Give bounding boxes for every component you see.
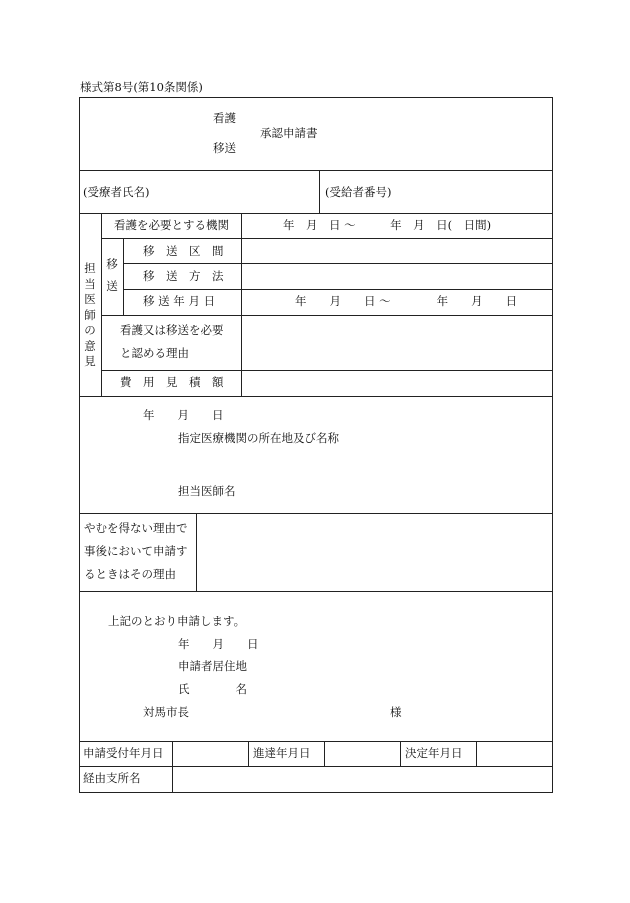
divider-doctor-sign <box>79 513 553 514</box>
late-reason-line1: やむを得ない理由で <box>84 521 188 535</box>
row-divider-3 <box>123 289 553 290</box>
footer-col-5 <box>476 741 477 767</box>
reason-label-line1: 看護又は移送を必要 <box>120 323 224 337</box>
cost-estimate-label: 費 用 見 積 額 <box>120 375 224 389</box>
late-reason-divider <box>196 513 197 592</box>
footer-col-4 <box>400 741 401 767</box>
doctor-opinion-vertical-label: 担 当 医 師 の 意 見 <box>84 261 96 368</box>
frame-right <box>552 97 553 793</box>
frame-top <box>79 97 553 98</box>
application-date: 年 月 日 <box>178 637 259 651</box>
row-divider-4 <box>101 315 553 316</box>
transfer-group-divider <box>123 238 124 315</box>
form-number-label: 様式第8号(第10条関係) <box>80 80 203 94</box>
facility-address-label: 指定医療機関の所在地及び名称 <box>178 431 339 445</box>
branch-office-label: 経由支所名 <box>83 771 141 785</box>
patient-name-label: (受療者氏名) <box>83 185 150 199</box>
divider-late-reason <box>79 591 553 592</box>
late-reason-line2: 事後において申請す <box>84 544 188 558</box>
title-kango: 看護 <box>213 111 236 125</box>
divider-patient <box>79 213 553 214</box>
nursing-facility-label: 看護を必要とする機関 <box>114 218 229 232</box>
footer-col-1 <box>172 741 173 793</box>
title-suffix: 承認申請書 <box>260 126 318 140</box>
transfer-date-value: 年 月 日 〜 年 月 日 <box>295 294 518 308</box>
nursing-period-value: 年 月 日 〜 年 月 日( 日間) <box>283 218 492 232</box>
divider-title <box>79 170 553 171</box>
row-divider-5 <box>101 370 553 371</box>
applicant-name-label: 氏 名 <box>178 682 247 696</box>
row-divider-1 <box>101 238 553 239</box>
decision-date-label: 決定年月日 <box>405 746 463 760</box>
application-statement: 上記のとおり申請します。 <box>108 614 246 628</box>
frame-bottom <box>79 792 553 793</box>
frame-left <box>79 97 80 793</box>
footer-col-3 <box>324 741 325 767</box>
doctor-sign-date: 年 月 日 <box>143 408 224 422</box>
mayor-addressee: 対馬市長 <box>143 705 189 719</box>
row-divider-2 <box>123 263 553 264</box>
transfer-vertical-label: 移 送 <box>106 257 118 293</box>
transfer-method-label: 移 送 方 法 <box>143 269 224 283</box>
divider-footer <box>79 766 553 767</box>
footer-col-2 <box>248 741 249 767</box>
patient-divider <box>319 170 320 214</box>
honorific-sama: 様 <box>390 705 402 719</box>
transfer-section-label: 移 送 区 間 <box>143 244 224 258</box>
title-isou: 移送 <box>213 141 236 155</box>
progress-date-label: 進達年月日 <box>253 746 311 760</box>
transfer-date-label: 移 送 年 月 日 <box>143 294 216 308</box>
late-reason-line3: るときはその理由 <box>84 567 176 581</box>
divider-applicant <box>79 741 553 742</box>
divider-opinion <box>79 396 553 397</box>
received-date-label: 申請受付年月日 <box>83 746 164 760</box>
reason-label-line2: と認める理由 <box>120 346 189 360</box>
applicant-address-label: 申請者居住地 <box>178 659 247 673</box>
doctor-name-label: 担当医師名 <box>178 484 236 498</box>
recipient-number-label: (受給者番号) <box>325 185 392 199</box>
